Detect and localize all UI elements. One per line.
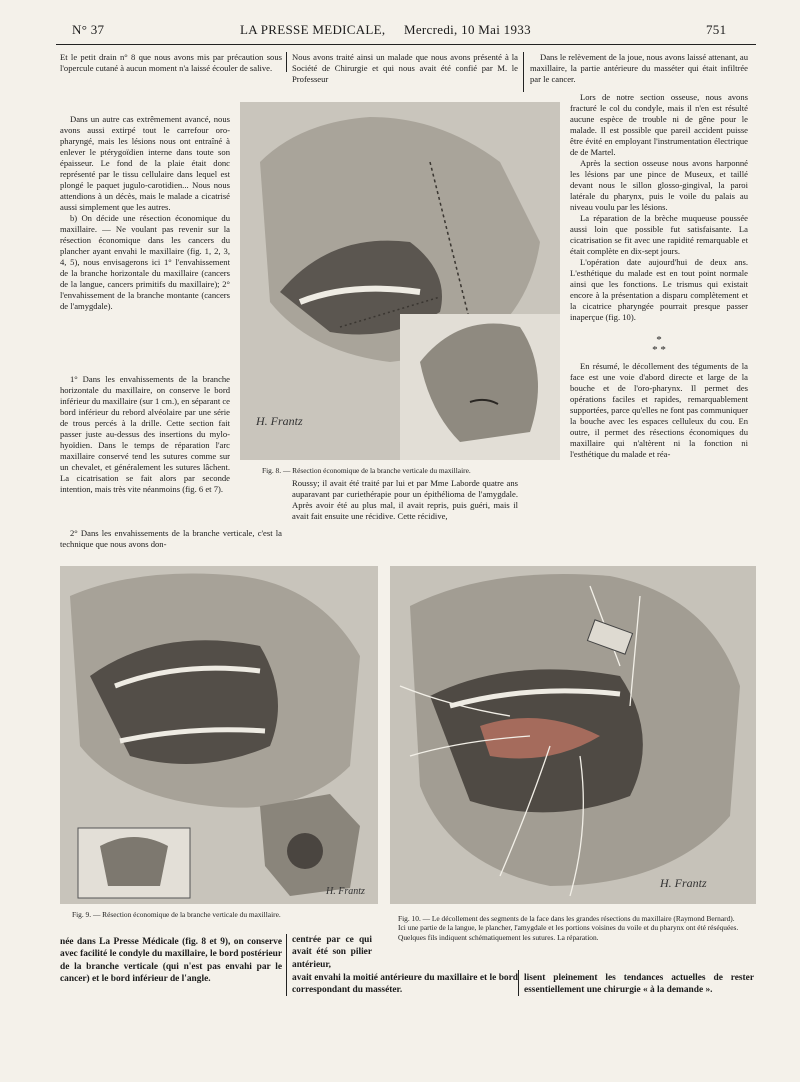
section-stars: * * * [652,334,666,356]
paragraph: En résumé, le décollement des téguments de la face est une voie d'abord directe et large de la bouche et de l'oro-pharynx. Il permet des opérations faciles et rapides, remarquablement supportées, parce qu'elles ne font pas communiquer la bouche avec les espaces celluleux du cou. En outre, il permet des résections économiques du maxillaire qui n'altèrent ni la fonction ni l'esthétique du malade et réa- [570,361,748,459]
paragraph: Dans un autre cas extrêmement avancé, nous avons aussi extirpé tout le carrefour oro-pharyngé, mais les lésions nous ont entraîné à enlever le ptérygoïdien interne dans toute son épaisseur. Le fond de la plaie était donc représenté par le tissu cellulaire dans lequel est plongé le paquet jugulo-carotidien... Nous nous attendions à un décès, mais le malade a cicatrisé aussi simplement que les autres. [60,114,230,212]
figure-8-caption: Fig. 8. — Résection économique de la branche verticale du maxillaire. [262,466,471,475]
figure-9-caption: Fig. 9. — Résection économique de la branche verticale du maxillaire. [72,910,281,919]
fig9-drawing [60,566,378,904]
page-number: 751 [706,22,727,37]
column-left [60,106,230,312]
figure-10-caption: Fig. 10. — Le décollement des segments de la face dans les grandes résections du maxillaire (Raymond Bernard). Ici une partie de la langue, le plancher, l'amygdale et les portions voisines du voile et du pharynx ont été réséquées. Quelques fils indiquent schématiquement les sutures. La réparation. [398,914,739,942]
paragraph: La réparation de la brèche muqueuse poussée aussi loin que possible fut satisfaisante. La cicatrisation se fit avec une rapidité remarquable et était complète en dix-sept jours. [570,213,748,256]
column-middle-lower: Roussy; il avait été traité par lui et par Mme Laborde quatre ans auparavant par curiethérapie pour un épithélioma de l'amygdale. Après avoir été au plus mal, il avait repris, puis guéri, mais il avait fait ensuite une récidive. Cette récidive, [292,478,518,521]
paragraph: Et le petit drain n° 8 que nous avons mis par précaution sous l'opercule cutané à aucun moment n'a laissé écouler de salive. [60,52,282,73]
paragraph: b) On décide une résection économique du maxillaire. — Ne voulant pas revenir sur la résection économique dans les cancers du plancher ayant envahi le maxillaire (fig. 1, 2, 3, 4, 5), nous envisagerons ici 1° l'envahissement de la branche horizontale du maxillaire (cancers de la langue, cancers primitifs du maxillaire); 2° l'envahissement de la branche montante (cancers de l'amygdale). [60,213,230,311]
journal-title: LA PRESSE MEDICALE, [240,22,386,37]
figure-8-illustration [240,102,560,460]
artist-signature: H. Frantz [256,414,303,428]
bottom-middle-text: centrée par ce qui avait été son pilier antérieur, [292,935,372,970]
issue-date: Mercredi, 10 Mai 1933 [404,22,531,37]
paragraph: L'opération date aujourd'hui de deux ans. L'esthétique du malade est en tout point normale ainsi que les fonctions. Le trismus qui existait encore à la présentation a disparu complètement et la cicatrice pharyngée pourrait presque passer inaperçue (fig. 10). [570,257,748,322]
figure-9-illustration [60,566,378,904]
bottom-middle-text-cont: avait envahi la moitié antérieure du maxillaire et le bord correspondant du masséter. [292,973,518,996]
paragraph: Lors de notre section osseuse, nous avons fracturé le col du condyle, mais il n'en est résulté aucune espèce de trouble ni de gêne pour le malade. Il est possible que pareil accident puisse être évité en employant l'instrumentation électrique de de Martel. [570,92,748,157]
issue-number: N° 37 [72,22,105,37]
bottom-left-text: née dans La Presse Médicale (fig. 8 et 9), on conserve avec facilité le condyle du maxillaire, le bord postérieur de la branche verticale (qui n'est pas envahi par le cancer) et le bord inférieur de l'angle. [60,937,282,985]
figure-10-illustration [390,566,756,904]
column-rule [523,52,524,92]
column-rule [286,934,287,996]
column-right [570,92,748,460]
artist-signature: H. Frantz [660,876,707,890]
paragraph: 1° Dans les envahissements de la branche horizontale du maxillaire, on conserve le bord inférieur du maxillaire (sur 1 cm.), en séparant ce bord inférieur du rebord alvéolaire par une série de trous percés à la drille. Cette section fait passer juste au-dessus des insertions du mylo-hyoïdien. Dans le temps de réparation l'arc maxillaire conservé tend les sutures comme sur un chevalet, et généralement les sutures lâchent. La cicatrisation se fait alors par seconde intention, mais très vite néanmoins (fig. 6 et 7). [60,374,230,494]
column-rule [286,52,287,72]
column-rule [518,970,519,996]
fig8-drawing [240,102,560,460]
column-left-mid [60,374,230,495]
paragraph: Dans le relèvement de la joue, nous avons laissé attenant, au maxillaire, la partie antérieure du masséter qui était infiltrée par le cancer. [530,52,748,84]
paragraph: 2° Dans les envahissements de la branche verticale, c'est la technique que nous avons don- [60,528,282,549]
column-left-end [60,528,282,550]
fig10-drawing [390,566,756,904]
column-middle-top: Nous avons traité ainsi un malade que nous avons présenté à la Société de Chirurgie et qui nous avait été confié par M. le Professeur [292,52,518,84]
column-left-top [60,52,282,74]
column-right-top [530,52,748,85]
bottom-right-text: lisent pleinement les tendances actuelles de rester essentiellement une chirurgie « à la demande ». [524,973,754,996]
header-rule [56,44,756,45]
artist-signature: H. Frantz [326,886,365,897]
paragraph: Après la section osseuse nous avons harponné les lésions par une pince de Museux, et taillé devant nous le sillon glosso-gingival, la paroi latérale du pharynx, puis le voile du palais au niveau voulu par les lésions. [570,158,748,212]
